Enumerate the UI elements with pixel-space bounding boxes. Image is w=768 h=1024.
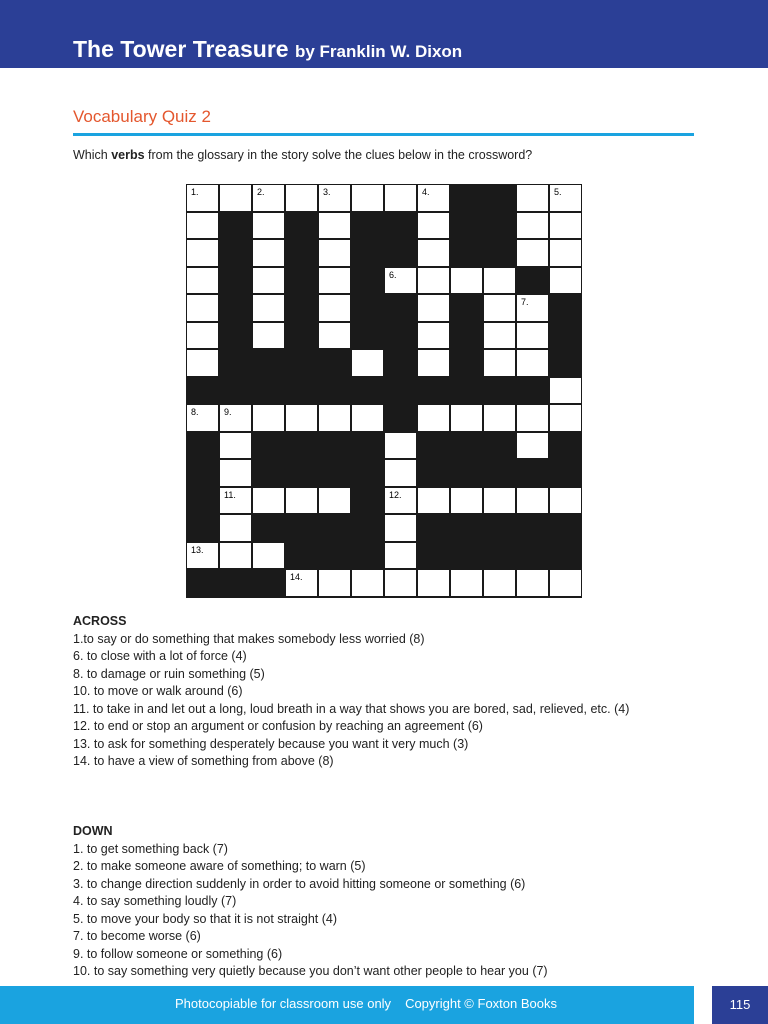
- crossword-cell[interactable]: [385, 268, 416, 294]
- crossword-cell[interactable]: [517, 185, 548, 211]
- crossword-cell[interactable]: [385, 185, 416, 211]
- crossword-cell[interactable]: [187, 323, 218, 349]
- title-underline: [73, 133, 694, 136]
- crossword-cell[interactable]: [319, 185, 350, 211]
- crossword-cell[interactable]: [286, 405, 317, 431]
- crossword-cell[interactable]: [484, 570, 515, 596]
- crossword-cell[interactable]: [352, 570, 383, 596]
- crossword-cell[interactable]: [187, 405, 218, 431]
- crossword-cell[interactable]: [484, 350, 515, 376]
- crossword-cell[interactable]: [286, 570, 317, 596]
- crossword-cell[interactable]: [550, 570, 581, 596]
- crossword-cell[interactable]: [451, 405, 482, 431]
- copyright-note: Copyright © Foxton Books: [405, 996, 557, 1011]
- photocopiable-note: Photocopiable for classroom use only: [175, 996, 392, 1011]
- crossword-cell[interactable]: [253, 488, 284, 514]
- instructions-bold: verbs: [111, 148, 145, 162]
- across-clue: 6. to close with a lot of force (4): [73, 649, 247, 663]
- crossword-cell[interactable]: [418, 240, 449, 266]
- crossword-cell[interactable]: [253, 323, 284, 349]
- crossword-cell[interactable]: [451, 268, 482, 294]
- crossword-cell[interactable]: [319, 405, 350, 431]
- across-clue: 12. to end or stop an argument or confusion by reaching an agreement (6): [73, 719, 483, 733]
- crossword-cell[interactable]: [418, 295, 449, 321]
- crossword-cell[interactable]: [418, 405, 449, 431]
- quiz-title: Vocabulary Quiz 2: [73, 107, 211, 126]
- down-clue: 5. to move your body so that it is not straight (4): [73, 911, 338, 926]
- clue-number: 14.: [290, 572, 303, 582]
- across-clue: 1.to say or do something that makes somebody less worried (8): [73, 631, 425, 646]
- crossword-cell[interactable]: [286, 185, 317, 211]
- crossword-cell[interactable]: [385, 570, 416, 596]
- page-header: [0, 0, 768, 68]
- footer-bar: [0, 986, 694, 1024]
- down-clue: 7. to become worse (6): [73, 929, 201, 943]
- crossword-cell[interactable]: [418, 570, 449, 596]
- crossword-cell[interactable]: [352, 405, 383, 431]
- down-clue: 4. to say something loudly (7): [73, 894, 237, 908]
- clue-number: 4.: [422, 187, 430, 197]
- crossword-cell[interactable]: [517, 323, 548, 349]
- crossword-cell[interactable]: [253, 405, 284, 431]
- crossword-cell[interactable]: [484, 488, 515, 514]
- crossword-cell[interactable]: [319, 295, 350, 321]
- page-footer: [0, 986, 768, 1024]
- across-clue: 10. to move or walk around (6): [73, 684, 243, 698]
- crossword-cell[interactable]: [319, 240, 350, 266]
- crossword-cell[interactable]: [517, 488, 548, 514]
- crossword-cell[interactable]: [418, 185, 449, 211]
- across-clue: 8. to damage or ruin something (5): [73, 666, 265, 681]
- crossword-cell[interactable]: [187, 268, 218, 294]
- crossword-cell[interactable]: [253, 240, 284, 266]
- down-clue: 3. to change direction suddenly in order to avoid hitting someone or something (6): [73, 876, 526, 891]
- crossword-cell[interactable]: [253, 268, 284, 294]
- clue-number: 11.: [224, 489, 236, 500]
- crossword-cell[interactable]: [550, 268, 581, 294]
- clue-number: 8.: [191, 407, 199, 417]
- crossword-cell[interactable]: [550, 378, 581, 404]
- crossword-grid: [186, 184, 582, 598]
- crossword-cell[interactable]: [319, 323, 350, 349]
- crossword-cell[interactable]: [352, 350, 383, 376]
- crossword-cell[interactable]: [418, 213, 449, 239]
- crossword-cell[interactable]: [550, 213, 581, 239]
- crossword-cell[interactable]: [385, 515, 416, 541]
- crossword-cell[interactable]: [550, 488, 581, 514]
- crossword-cell[interactable]: [220, 433, 251, 459]
- crossword-cell[interactable]: [517, 213, 548, 239]
- clue-number: 5.: [554, 187, 562, 197]
- page-number: 115: [712, 986, 768, 1024]
- down-clue: 10. to say something very quietly because you don’t want other people to hear you (7): [73, 964, 548, 978]
- across-clue: 14. to have a view of something from above (8): [73, 754, 334, 768]
- crossword-cell[interactable]: [550, 185, 581, 211]
- crossword-cell[interactable]: [451, 570, 482, 596]
- crossword-cell[interactable]: [484, 405, 515, 431]
- crossword-cell[interactable]: [550, 240, 581, 266]
- crossword-cell[interactable]: [418, 350, 449, 376]
- instructions: [73, 148, 532, 162]
- crossword-cell[interactable]: [220, 460, 251, 486]
- crossword-cell[interactable]: [484, 295, 515, 321]
- across-heading: ACROSS: [73, 614, 127, 628]
- down-clue: 1. to get something back (7): [73, 841, 228, 856]
- crossword-cell[interactable]: [484, 323, 515, 349]
- across-clues: [73, 613, 693, 771]
- crossword-cell[interactable]: [517, 350, 548, 376]
- book-title-text: The Tower Treasure: [73, 36, 289, 62]
- across-clue: 11. to take in and let out a long, loud breath in a way that shows you are bored, sad, relieved, etc. (4): [73, 701, 630, 716]
- crossword-cell[interactable]: [517, 295, 548, 321]
- crossword-cell[interactable]: [418, 488, 449, 514]
- crossword-cell[interactable]: [484, 268, 515, 294]
- clue-number: 7.: [521, 297, 529, 307]
- crossword-cell[interactable]: [187, 295, 218, 321]
- clue-number: 6.: [389, 269, 397, 280]
- crossword-cell[interactable]: [550, 405, 581, 431]
- crossword-cell[interactable]: [187, 350, 218, 376]
- book-author: by Franklin W. Dixon: [294, 42, 463, 61]
- clue-number: 13.: [191, 544, 204, 555]
- crossword-cell[interactable]: [319, 570, 350, 596]
- crossword-cell[interactable]: [451, 488, 482, 514]
- down-clue: 2. to make someone aware of something; to warn (5): [73, 859, 366, 873]
- crossword-cell[interactable]: [286, 488, 317, 514]
- across-clue: 13. to ask for something desperately because you want it very much (3): [73, 736, 469, 751]
- crossword-cell[interactable]: [253, 543, 284, 569]
- crossword-cell[interactable]: [253, 295, 284, 321]
- crossword-cell[interactable]: [385, 433, 416, 459]
- crossword-cell[interactable]: [517, 405, 548, 431]
- book-title: [73, 36, 462, 63]
- crossword-cell[interactable]: [319, 488, 350, 514]
- clue-number: 2.: [257, 187, 265, 197]
- crossword-cell[interactable]: [385, 488, 416, 514]
- down-clues: [73, 823, 693, 981]
- crossword-cell[interactable]: [319, 213, 350, 239]
- crossword-cell[interactable]: [187, 543, 218, 569]
- crossword-cell[interactable]: [352, 185, 383, 211]
- crossword-cell[interactable]: [517, 240, 548, 266]
- crossword-cell[interactable]: [418, 268, 449, 294]
- crossword-cell[interactable]: [253, 185, 284, 211]
- crossword-cell[interactable]: [517, 570, 548, 596]
- footer-note: [175, 996, 557, 1011]
- crossword-cell[interactable]: [187, 185, 218, 211]
- crossword-cell[interactable]: [385, 543, 416, 569]
- crossword-cell[interactable]: [517, 433, 548, 459]
- crossword-cell[interactable]: [253, 213, 284, 239]
- crossword-cell[interactable]: [220, 185, 251, 211]
- instructions-post: from the glossary in the story solve the clues below in the crossword?: [144, 148, 533, 162]
- clue-number: 12.: [389, 489, 402, 500]
- clue-number: 9.: [224, 407, 232, 417]
- crossword-cell[interactable]: [385, 460, 416, 486]
- crossword-cell[interactable]: [220, 515, 251, 541]
- crossword-cell[interactable]: [187, 240, 218, 266]
- clue-number: 3.: [323, 187, 331, 197]
- crossword-cell[interactable]: [418, 323, 449, 349]
- down-clue: 9. to follow someone or something (6): [73, 946, 283, 961]
- crossword-cell[interactable]: [220, 543, 251, 569]
- crossword-cell[interactable]: [220, 405, 251, 431]
- down-heading: DOWN: [73, 824, 113, 838]
- crossword-cell[interactable]: [187, 213, 218, 239]
- crossword-cell[interactable]: [220, 488, 251, 514]
- clue-number: 1.: [191, 187, 199, 197]
- instructions-pre: Which: [73, 148, 112, 162]
- crossword-cell[interactable]: [319, 268, 350, 294]
